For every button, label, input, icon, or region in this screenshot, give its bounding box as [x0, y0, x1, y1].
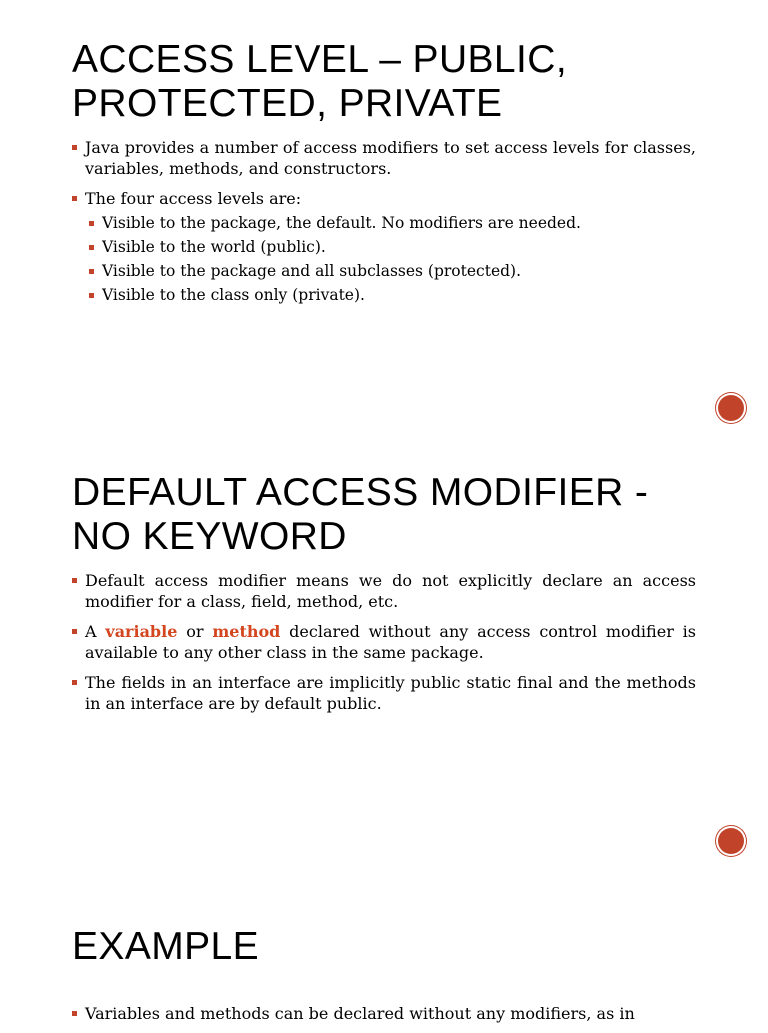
bullet-item: Default access modifier means we do not explicitly declare an access modifier for a class, field, method, etc.	[72, 570, 696, 612]
slide-example	[0, 868, 768, 1024]
bullet-list	[72, 570, 696, 723]
bullet-item: Java provides a number of access modifiers to set access levels for classes, variables, methods, and constructors.	[72, 137, 696, 179]
title-line-1: ACCESS LEVEL – PUBLIC,	[72, 38, 568, 81]
bullet-prefix: A	[85, 622, 106, 641]
red-circle-icon	[718, 828, 744, 854]
bullet-item	[72, 621, 696, 663]
highlight-variable: variable	[105, 622, 178, 641]
bullet-item: The fields in an interface are implicitly public static final and the methods in an interface are by default public.	[72, 672, 696, 714]
slide-title	[72, 471, 648, 559]
slide-title	[72, 38, 567, 126]
bullet-item: Variables and methods can be declared without any modifiers, as in	[72, 1003, 696, 1024]
highlight-method: method	[212, 622, 281, 641]
sub-bullet-item: Visible to the package, the default. No modifiers are needed.	[85, 213, 696, 234]
sub-bullet-item: Visible to the class only (private).	[85, 285, 696, 306]
title-line-2: PROTECTED, PRIVATE	[72, 82, 503, 125]
bullet-suffix: declared without any access control modifier is available to any other class in the same package.	[85, 622, 697, 662]
slide-default-access	[0, 434, 768, 868]
bullet-connector: or	[177, 622, 213, 641]
sub-bullet-list	[85, 213, 696, 306]
slide-access-levels	[0, 0, 768, 434]
slide-title: EXAMPLE	[72, 925, 260, 968]
bullet-text: The four access levels are:	[85, 189, 302, 208]
bullet-item	[72, 188, 696, 306]
red-circle-icon	[718, 395, 744, 421]
sub-bullet-item: Visible to the package and all subclasses (protected).	[85, 261, 696, 282]
title-line-1: DEFAULT ACCESS MODIFIER -	[72, 471, 649, 514]
sub-bullet-item: Visible to the world (public).	[85, 237, 696, 258]
bullet-list	[72, 1003, 696, 1033]
title-line-2: NO KEYWORD	[72, 515, 347, 558]
bullet-list	[72, 137, 696, 315]
